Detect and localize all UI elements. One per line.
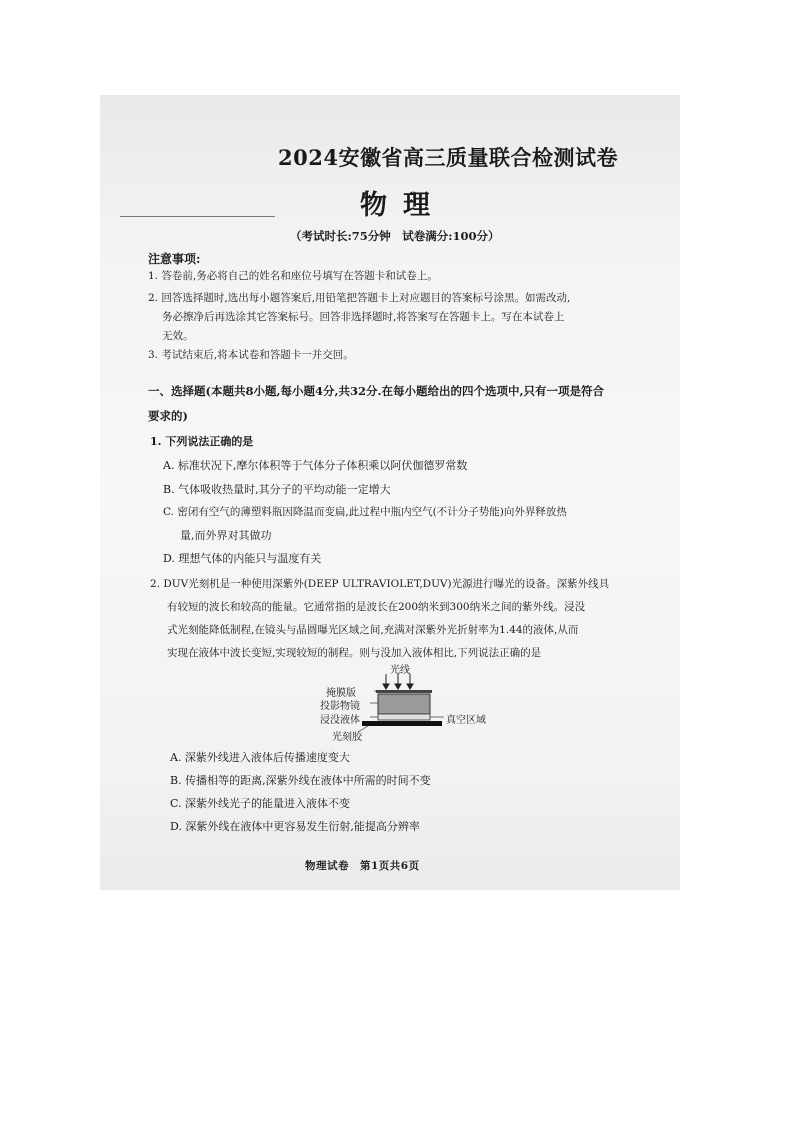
projection-lens bbox=[378, 694, 430, 714]
q1-stem: 1. 下列说法正确的是 bbox=[150, 435, 254, 448]
q2-option-a: A. 深紫外线进入液体后传播速度变大 bbox=[170, 751, 350, 764]
q1-option-c: C. 密闭有空气的薄塑料瓶因降温而变扁,此过程中瓶内空气(不计分子势能)向外界释放热 bbox=[163, 506, 567, 518]
q2-stem-cont: 有较短的波长和较高的能量。它通常指的是波长在200纳米到300纳米之间的紫外线。浸没 bbox=[167, 601, 586, 613]
label-light: 光线 bbox=[390, 665, 410, 676]
section-heading: 一、选择题(本题共8小题,每小题4分,共32分.在每小题给出的四个选项中,只有一项是符合 bbox=[148, 384, 604, 398]
q2-stem-cont: 式光刻能降低制程,在镜头与晶圆曝光区域之间,充满对深紫外光折射率为1.44的液体,从而 bbox=[167, 624, 579, 636]
header-rule bbox=[120, 216, 275, 217]
q1-option-b: B. 气体吸收热量时,其分子的平均动能一定增大 bbox=[163, 483, 391, 496]
exam-info: （考试时长:75分钟 试卷满分:100分） bbox=[290, 229, 500, 243]
q2-stem: 2. DUV光刻机是一种使用深紫外(DEEP ULTRAVIOLET,DUV)光源进行曝光的设备。深紫外线具 bbox=[150, 578, 610, 590]
label-mask: 掩膜版 bbox=[326, 688, 356, 699]
q1-option-c-cont: 量,而外界对其做功 bbox=[180, 529, 272, 542]
exam-title: 2024安徽省高三质量联合检测试卷 bbox=[278, 145, 618, 170]
notice-title: 注意事项: bbox=[148, 252, 201, 266]
immersion-liquid bbox=[378, 714, 430, 720]
q2-option-b: B. 传播相等的距离,深紫外线在液体中所需的时间不变 bbox=[170, 774, 431, 787]
label-liquid: 浸没液体 bbox=[320, 715, 360, 726]
photoresist-wafer bbox=[362, 721, 442, 726]
light-arrows bbox=[383, 674, 413, 689]
notice-line: 1. 答卷前,务必将自己的姓名和座位号填写在答题卡和试卷上。 bbox=[148, 270, 438, 282]
notice-line: 务必擦净后再选涂其它答案标号。回答非选择题时,将答案写在答题卡上。写在本试卷上 bbox=[162, 311, 565, 323]
notice-line: 2. 回答选择题时,选出每小题答案后,用铅笔把答题卡上对应题目的答案标号涂黑。如需改动, bbox=[148, 292, 571, 304]
q2-stem-cont: 实现在液体中波长变短,实现较短的制程。则与没加入液体相比,下列说法正确的是 bbox=[167, 647, 542, 659]
section-heading-cont: 要求的) bbox=[148, 409, 188, 423]
notice-line: 3. 考试结束后,将本试卷和答题卡一并交回。 bbox=[148, 349, 354, 361]
mask-plate bbox=[376, 690, 432, 693]
q1-option-a: A. 标准状况下,摩尔体积等于气体分子体积乘以阿伏伽德罗常数 bbox=[163, 459, 468, 472]
q2-option-d: D. 深紫外线在液体中更容易发生衍射,能提高分辨率 bbox=[170, 820, 420, 833]
label-lens: 投影物镜 bbox=[320, 701, 360, 712]
q1-option-d: D. 理想气体的内能只与温度有关 bbox=[163, 552, 322, 565]
notice-line: 无效。 bbox=[162, 330, 194, 342]
lithography-diagram bbox=[318, 662, 518, 744]
q2-option-c: C. 深紫外线光子的能量进入液体不变 bbox=[170, 797, 351, 810]
page-footer: 物理试卷 第1页共6页 bbox=[305, 860, 420, 872]
subject-title: 物理 bbox=[360, 190, 446, 221]
label-vacuum: 真空区域 bbox=[446, 715, 486, 726]
label-resist: 光刻胶 bbox=[332, 732, 362, 743]
